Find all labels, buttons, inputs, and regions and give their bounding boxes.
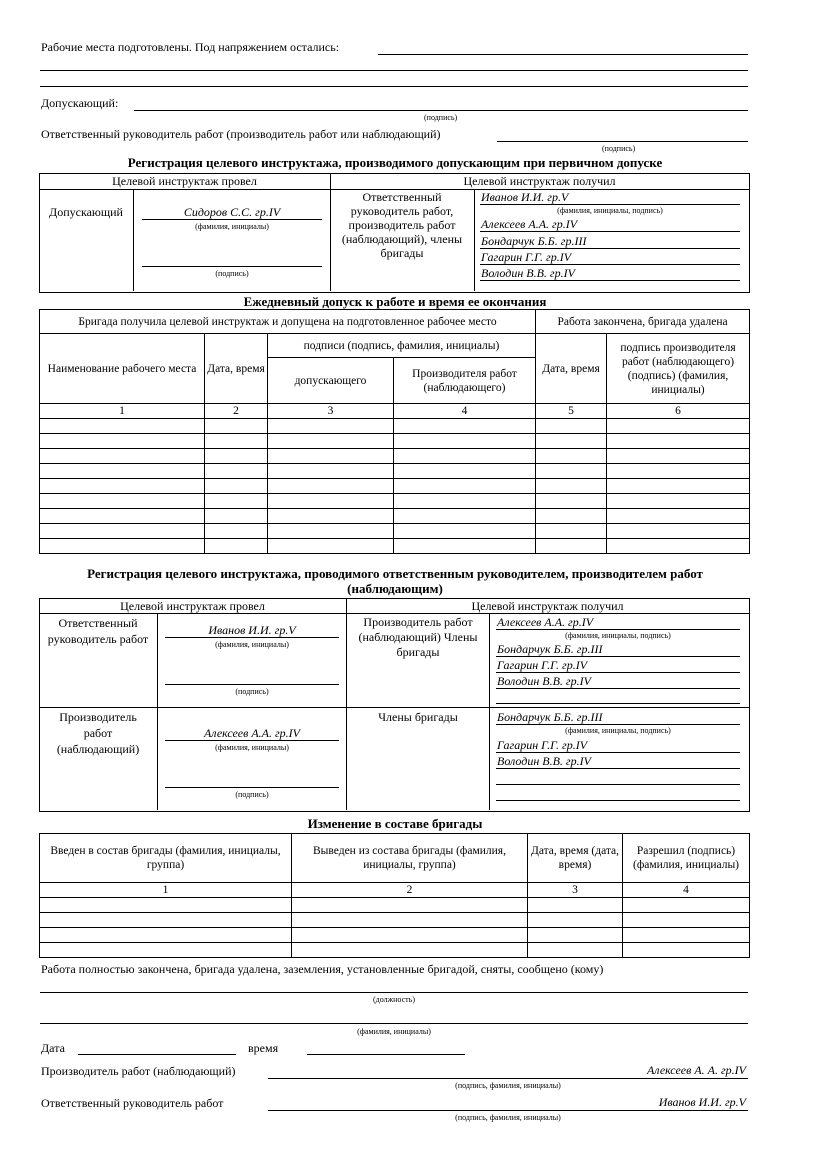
receiver-empty-line[interactable] — [496, 800, 740, 801]
responsible-signature-field[interactable] — [268, 1110, 748, 1111]
col-producer-sign: подпись производителя работ (наблюдающего) (подпись) (фамилия, инициалы) — [607, 334, 750, 404]
table-row[interactable] — [40, 898, 750, 913]
receiver-name: Бондарчук Б.Б. гр.III — [497, 710, 603, 724]
receiver-caption: (фамилия, инициалы, подпись) — [565, 726, 671, 735]
row2-signature-field[interactable] — [165, 787, 339, 788]
name-caption: (фамилия, инициалы) — [215, 743, 289, 752]
signature-caption: (подпись) — [235, 687, 269, 696]
receiver-name: Володин В.В. гр.IV — [497, 754, 591, 768]
row2-name: Алексеев А.А. гр.IV — [203, 726, 301, 740]
row1-receiver-role: Производитель работ (наблюдающий) Члены бригады — [358, 615, 478, 659]
group-left-header: Бригада получила целевой инструктаж и допущена на подготовленное рабочее место — [40, 310, 536, 334]
name-caption: (фамилия, инициалы) — [357, 1027, 431, 1036]
section4-title: Изменение в составе бригады — [307, 816, 483, 831]
receiver-name: Гагарин Г.Г. гр.IV — [497, 658, 588, 672]
row2-receiver-role: Члены бригады — [378, 710, 458, 724]
sign-caption: (подпись, фамилия, инициалы) — [455, 1113, 561, 1122]
section1-divider — [133, 189, 134, 291]
conducted-header: Целевой инструктаж провел — [120, 599, 265, 613]
receiver-name: Иванов И.И. гр.V — [481, 190, 569, 204]
receiver-line — [496, 768, 740, 769]
daily-admission-table — [39, 309, 750, 554]
date-field[interactable] — [78, 1054, 236, 1055]
table-row[interactable] — [40, 434, 750, 449]
table-row[interactable] — [40, 419, 750, 434]
section1-divider — [474, 189, 475, 291]
received-header: Целевой инструктаж получил — [463, 174, 616, 188]
col-number: 4 — [394, 404, 536, 419]
receiver-name: Бондарчук Б.Б. гр.III — [497, 642, 603, 656]
col-datetime-2: Дата, время — [536, 334, 607, 404]
table-row[interactable] — [40, 509, 750, 524]
col-number: 5 — [536, 404, 607, 419]
name-caption: (фамилия, инициалы) — [195, 222, 269, 231]
received-header: Целевой инструктаж получил — [471, 599, 624, 613]
table-row[interactable] — [40, 479, 750, 494]
receiver-name: Бондарчук Б.Б. гр.III — [481, 234, 587, 248]
receiver-caption: (фамилия, инициалы, подпись) — [565, 631, 671, 640]
receiver-line — [480, 204, 740, 205]
conductor-name-line — [142, 219, 322, 220]
row1-name-line — [165, 637, 339, 638]
responsible-signature-field[interactable] — [497, 141, 748, 142]
conductor-name: Сидоров С.С. гр.IV — [183, 205, 281, 219]
col-removed: Выведен из состава бригады (фамилия, инициалы, группа) — [292, 834, 528, 883]
receiver-name: Гагарин Г.Г. гр.IV — [481, 250, 572, 264]
section3-divider — [157, 613, 158, 810]
producer-value: Алексеев А. А. гр.IV — [646, 1063, 746, 1077]
prepared-field-line-2[interactable] — [40, 70, 748, 71]
section3-title: Регистрация целевого инструктажа, проводимого ответственным руководителем, производителем работ (наблюдающим) — [87, 566, 703, 596]
col-number: 6 — [607, 404, 750, 419]
col-number: 2 — [292, 883, 528, 898]
receiver-name: Володин В.В. гр.IV — [481, 266, 575, 280]
section2-title: Ежедневный допуск к работе и время ее окончания — [243, 294, 547, 309]
table-row[interactable] — [40, 464, 750, 479]
time-label: время — [248, 1041, 279, 1055]
table-row[interactable] — [40, 943, 750, 958]
conducted-header: Целевой инструктаж провел — [112, 174, 257, 188]
receiver-name: Володин В.В. гр.IV — [497, 674, 591, 688]
prepared-field-line-3[interactable] — [40, 86, 748, 87]
receiver-name: Алексеев А.А. гр.IV — [481, 217, 578, 231]
receiver-line — [496, 688, 740, 689]
receiver-role: Ответственный руководитель работ, производитель работ (наблюдающий), члены бригады — [341, 190, 463, 260]
signature-caption: (подпись) — [235, 790, 269, 799]
table-row[interactable] — [40, 928, 750, 943]
table-row[interactable] — [40, 524, 750, 539]
col-producer: Производителя работ (наблюдающего) — [394, 358, 536, 404]
col-number: 3 — [268, 404, 394, 419]
date-label: Дата — [41, 1041, 65, 1055]
conductor-signature-field[interactable] — [142, 266, 322, 267]
producer-signature-field[interactable] — [268, 1078, 748, 1079]
sign-caption: (подпись, фамилия, инициалы) — [455, 1081, 561, 1090]
col-datetime: Дата, время (дата, время) — [528, 834, 623, 883]
section1-title: Регистрация целевого инструктажа, производимого допускающим при первичном допуске — [127, 155, 663, 170]
col-workplace: Наименование рабочего места — [40, 334, 205, 404]
col-signatures: подписи (подпись, фамилия, инициалы) — [268, 334, 536, 358]
admitting-label: Допускающий: — [41, 96, 119, 110]
producer-label: Производитель работ (наблюдающий) — [41, 1064, 236, 1078]
position-caption: (должность) — [373, 995, 415, 1004]
receiver-line — [496, 656, 740, 657]
prepared-field[interactable] — [378, 54, 748, 55]
receiver-line — [496, 752, 740, 753]
prepared-label: Рабочие места подготовлены. Под напряжением остались: — [41, 40, 340, 54]
col-number: 1 — [40, 404, 205, 419]
responsible-label: Ответственный руководитель работ (производитель работ или наблюдающий) — [41, 127, 441, 141]
receiver-line — [480, 248, 740, 249]
receiver-empty-line[interactable] — [496, 784, 740, 785]
section3-divider — [346, 598, 347, 810]
signature-caption: (подпись) — [602, 144, 636, 153]
admitting-role: Допускающий — [49, 205, 123, 219]
row2-role: Производитель работ (наблюдающий) — [56, 710, 140, 756]
col-number: 3 — [528, 883, 623, 898]
group-right-header: Работа закончена, бригада удалена — [536, 310, 750, 334]
col-permitted: Разрешил (подпись) (фамилия, инициалы) — [623, 834, 750, 883]
receiver-caption: (фамилия, инициалы, подпись) — [557, 206, 663, 215]
table-row[interactable] — [40, 913, 750, 928]
col-added: Введен в состав бригады (фамилия, инициалы, группа) — [40, 834, 292, 883]
name-caption: (фамилия, инициалы) — [215, 640, 289, 649]
table-row[interactable] — [40, 539, 750, 554]
row1-role: Ответственный руководитель работ — [47, 616, 149, 646]
receiver-line — [496, 629, 740, 630]
section3-header-rule — [39, 613, 749, 614]
row1-name: Иванов И.И. гр.V — [208, 623, 296, 637]
section3-divider — [489, 613, 490, 810]
table-row[interactable] — [40, 494, 750, 509]
receiver-line — [496, 672, 740, 673]
brigade-change-table — [39, 833, 750, 958]
responsible-label-bottom: Ответственный руководитель работ — [41, 1096, 224, 1110]
section1-divider — [330, 173, 331, 291]
name-field[interactable] — [40, 1023, 748, 1024]
signature-caption: (подпись) — [215, 269, 249, 278]
responsible-value: Иванов И.И. гр.V — [658, 1095, 746, 1109]
col-datetime: Дата, время — [205, 334, 268, 404]
col-number: 1 — [40, 883, 292, 898]
receiver-line — [480, 264, 740, 265]
signature-caption: (подпись) — [424, 113, 458, 122]
position-field[interactable] — [40, 992, 748, 993]
col-admitting: допускающего — [268, 358, 394, 404]
receiver-name: Гагарин Г.Г. гр.IV — [497, 738, 588, 752]
receiver-name: Алексеев А.А. гр.IV — [497, 615, 594, 629]
col-number: 4 — [623, 883, 750, 898]
receiver-line — [496, 724, 740, 725]
row2-name-line — [165, 740, 339, 741]
admitting-signature-field[interactable] — [134, 110, 748, 111]
section3-row-rule — [39, 707, 749, 708]
table-row[interactable] — [40, 449, 750, 464]
col-number: 2 — [205, 404, 268, 419]
receiver-line — [480, 280, 740, 281]
finished-text: Работа полностью закончена, бригада удалена, заземления, установленные бригадой, сняты, сообщено (кому) — [41, 962, 604, 976]
receiver-empty-line[interactable] — [496, 703, 740, 704]
row1-signature-field[interactable] — [165, 684, 339, 685]
receiver-line — [480, 231, 740, 232]
time-field[interactable] — [307, 1054, 465, 1055]
